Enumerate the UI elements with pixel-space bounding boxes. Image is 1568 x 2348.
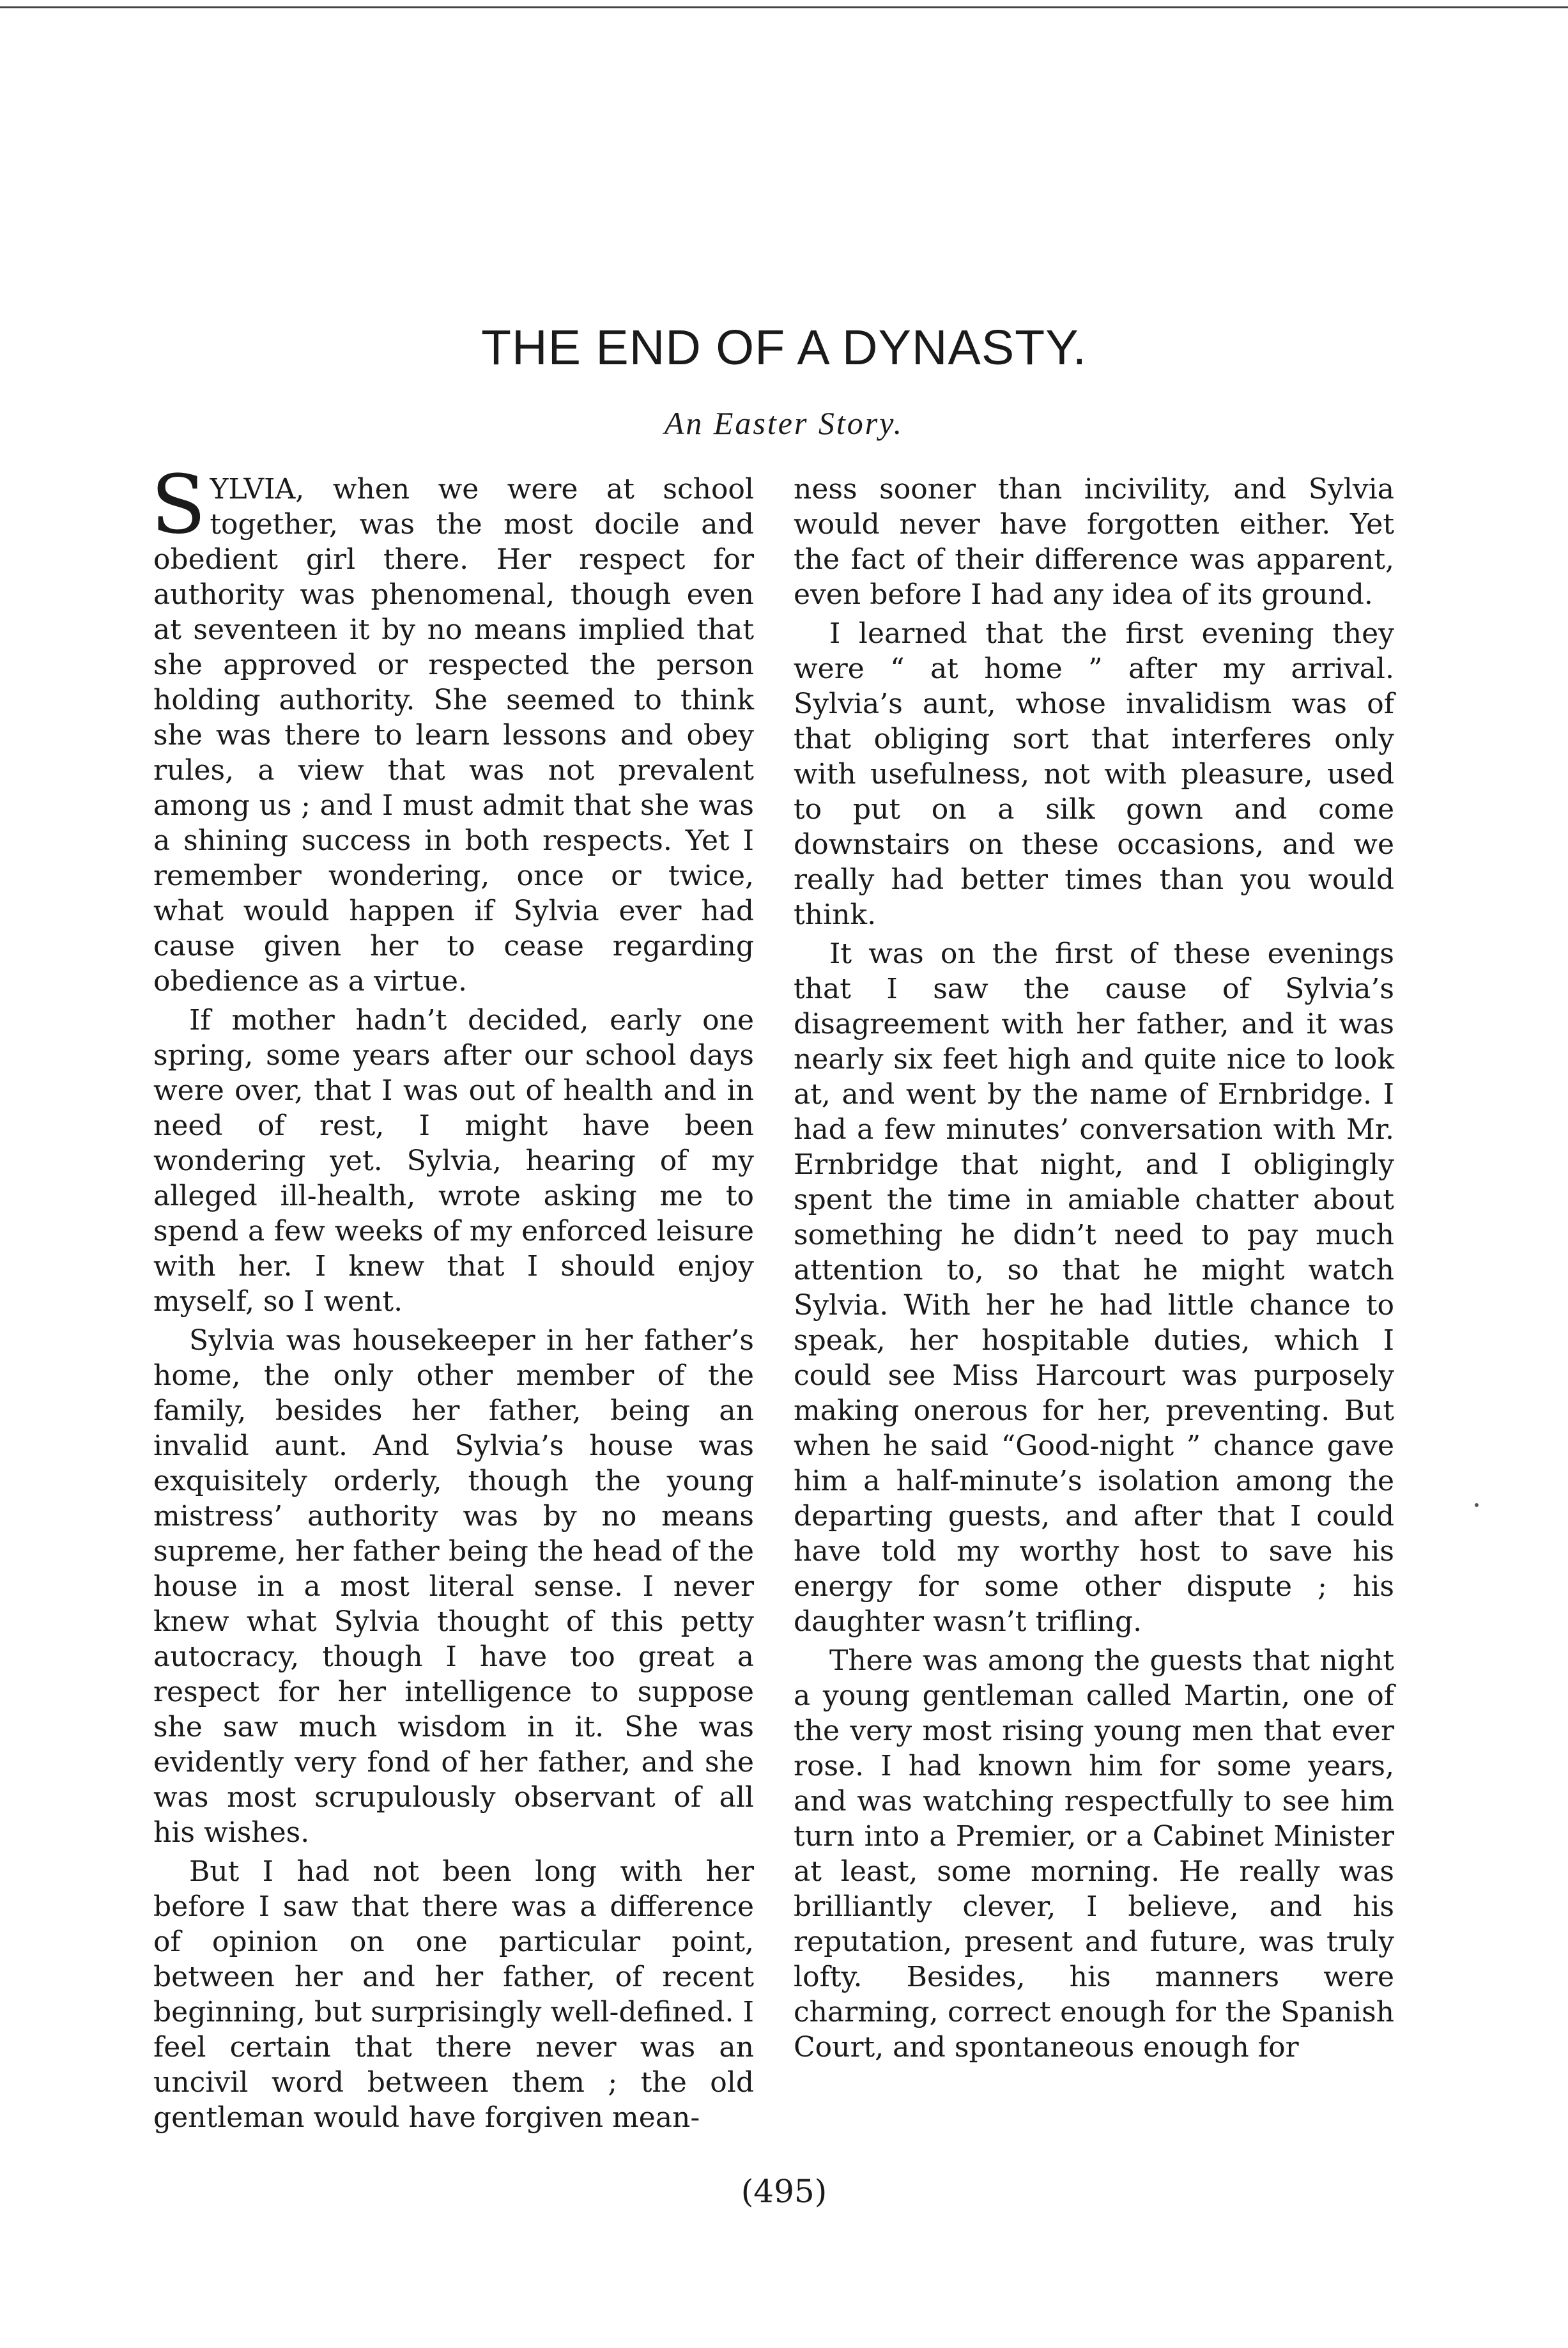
- article-title: THE END OF A DYNASTY.: [480, 320, 1088, 375]
- left-column: [151, 458, 754, 2139]
- paragraph: [151, 458, 754, 999]
- article-subtitle: An Easter Story.: [664, 405, 904, 441]
- paragraph: Sylvia was housekeeper in her father’s home, the only other member of the family, besides her father, being an invalid aunt. And Sylvia’s house was exquisitely orderly, though the young mistress’ authority was by no means supreme, her father being the head of the house in a most literal sense. I never knew what Sylvia thought of this petty autocracy, though I have too great a respect for her intelligence to suppose she saw much wisdom in it. She was evidently very fond of her father, and she was most scrupulously observant of all his wishes.: [153, 1324, 754, 1849]
- print-speck: [1475, 1503, 1479, 1507]
- page-number: (495): [741, 2173, 827, 2210]
- paragraph: ness sooner than incivility, and Sylvia would never have forgotten either. Yet the fact of their difference was apparent, even before I had any idea of its ground.: [794, 473, 1394, 611]
- paragraph: I learned that the first evening they were “ at home ” after my arrival. Sylvia’s aunt, whose invalidism was of that obliging sort that interferes only with usefulness, not with pleasure, used to put on a silk gown and come downstairs on these occasions, and we really had better times than you would think.: [794, 617, 1394, 931]
- paragraph: It was on the first of these evenings that I saw the cause of Sylvia’s disagreement with her father, and it was nearly six feet high and quite nice to look at, and went by the name of Ernbridge. I had a few minutes’ conversation with Mr. Ernbridge that night, and I obligingly spent the time in amiable chatter about something he didn’t need to pay much attention to, so that he might watch Sylvia. With her he had little chance to speak, her hospitable duties, which I could see Miss Harcourt was purposely making onerous for her, preventing. But when he said “Good-night ” chance gave him a half-minute’s isolation among the departing guests, and after that I could have told my worthy host to save his energy for some other dispute ; his daughter wasn’t trifling.: [794, 938, 1394, 1638]
- right-column: [794, 472, 1394, 2069]
- top-rule: [0, 6, 1568, 8]
- paragraph-text: YLVIA, when we were at school together, was the most docile and obedient girl there. Her respect for authority was phenomenal, though even at seventeen it by no means implied that she approved or respected the person holding authority. She seemed to think she was there to learn lessons and obey rules, a view that was not prevalent among us ; and I must admit that she was a shining success in both respects. Yet I remember wondering, once or twice, what would happen if Sylvia ever had cause given her to cease regarding obedience as a virtue.: [153, 473, 754, 998]
- paragraph: If mother hadn’t decided, early one spring, some years after our school days were over, that I was out of health and in need of rest, I might have been wondering yet. Sylvia, hearing of my alleged ill-health, wrote asking me to spend a few weeks of my enforced leisure with her. I knew that I should enjoy myself, so I went.: [153, 1004, 754, 1318]
- drop-cap: S: [151, 458, 206, 552]
- paragraph: There was among the guests that night a young gentleman called Martin, one of the very most rising young men that ever rose. I had known him for some years, and was watching respectfully to see him turn into a Premier, or a Cabinet Minister at least, some morning. He really was brilliantly clever, I believe, and his reputation, present and future, was truly lofty. Besides, his manners were charming, correct enough for the Spanish Court, and spontaneous enough for: [794, 1644, 1394, 2064]
- paragraph: But I had not been long with her before I saw that there was a difference of opinion on one particular point, between her and her father, of recent beginning, but surprisingly well-defined. I feel certain that there never was an uncivil word between them ; the old gentleman would have forgiven mean-: [153, 1855, 754, 2134]
